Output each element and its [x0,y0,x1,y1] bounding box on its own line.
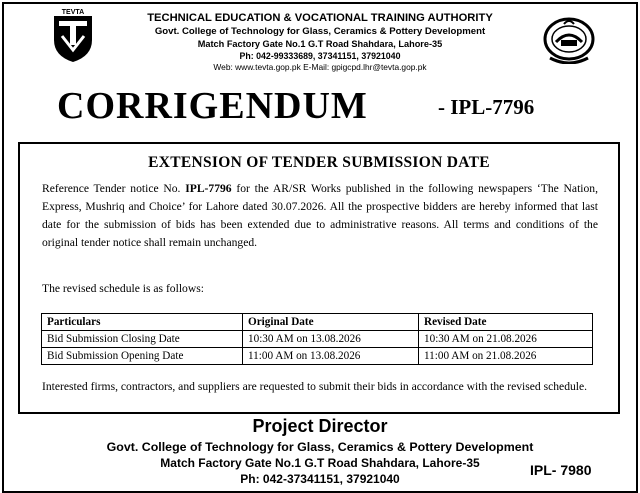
footer-phone: Ph: 042-37341151, 37921040 [240,472,400,486]
table-header-row [42,314,593,331]
table-cell: 11:00 AM on 21.08.2026 [419,348,593,365]
signatory-designation: Project Director [252,416,388,436]
col-header: Revised Date [419,314,593,331]
table-cell: 11:00 AM on 13.08.2026 [243,348,419,365]
header-authority: TECHNICAL EDUCATION & VOCATIONAL TRAINING AUTHORITY [147,12,493,24]
footer-org: Govt. College of Technology for Glass, Ceramics & Pottery Development [106,440,534,454]
header-address: Match Factory Gate No.1 G.T Road Shahdara, Lahore-35 [197,39,443,49]
col-header: Particulars [42,314,243,331]
footer-address: Match Factory Gate No.1 G.T Road Shahdara, Lahore-35 [160,456,480,470]
header-web: Web: www.tevta.gop.pk E-Mail: gpigcpd.lhr@tevta.gop.pk [213,62,427,72]
notice-heading: EXTENSION OF TENDER SUBMISSION DATE [148,154,490,171]
table-cell: 10:30 AM on 13.08.2026 [243,331,419,348]
page-title: CORRIGENDUM [57,85,368,127]
table-row [42,331,593,348]
table-cell: 10:30 AM on 21.08.2026 [419,331,593,348]
header-phone: Ph: 042-99333689, 37341151, 37921040 [239,51,401,61]
closing-paragraph: Interested firms, contractors, and suppliers are requested to submit their bids in accordance with the revised schedule. [42,380,588,393]
notice-box [18,142,620,414]
table-row [42,348,593,365]
para-part2: for the AR/SR Works published in the following newspapers ‘The Nation, Express, Mushriq and Choice’ for Lahore dated 30.07.2026. All the prospective bidders are hereby informed that last date for the submission of bids has been extended due to administrative reasons. All terms and conditions of the original tender notice shall remain unchanged. [42,182,599,249]
para-part1: Reference Tender notice No. [42,182,186,195]
schedule-intro: The revised schedule is as follows: [42,282,204,295]
notice-paragraph [42,180,598,252]
header-college: Govt. College of Technology for Glass, Ceramics & Pottery Development [154,26,486,37]
schedule-table [41,313,593,365]
table-cell: Bid Submission Opening Date [42,348,243,365]
table-cell: Bid Submission Closing Date [42,331,243,348]
col-header: Original Date [243,314,419,331]
logo-text: TEVTA [61,9,85,16]
title-ref: - IPL-7796 [438,95,535,119]
footer-ipl-number: IPL- 7980 [530,462,592,478]
para-ref: IPL-7796 [185,182,232,195]
